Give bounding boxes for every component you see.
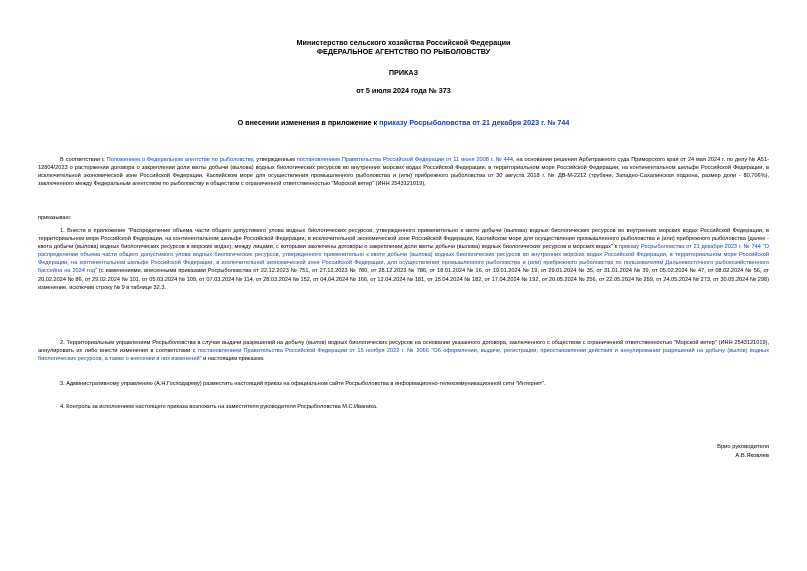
item-2-text-2: и настоящим приказом.	[201, 356, 265, 363]
item-1-text-2: (с изменениями, внесенными приказами Росрыболовства от 22.12.2023 № 751, от 27.12.2023 № 780, от 28.12.2023 № 786, от 18.01.2024 № 16, от 19.01.2024 № 19, от 29.01.2024 № 35, от 31.01.2024 № 39, от 05.02.2024 № 47, от 08.02.2024 № 56, от 20.02.2024 № 86, от 29.02.2024 № 101, от 05.03.2024 № 109, от 07.03.2024 № 114, от 28.03.2024 № 152, от 04.04.2024 № 166, от 12.04.2024 № 181, от 15.04.2024 № 182, от 17.04.2024 № 192, от 20.05.2024 № 256, от 22.05.2024 № 259, от 24.05.2024 № 273, от 30.05.2024 № 298) изменение, исключив строку № 9 в таблице 32.3.	[38, 268, 769, 291]
item-1-paragraph	[38, 227, 769, 292]
document-date-number: от 5 июля 2024 года № 373	[356, 86, 451, 95]
title-order-link[interactable]: приказу Росрыболовства от 21 декабря 2023 г. № 744	[379, 118, 570, 127]
item-4-paragraph: 4. Контроль за исполнением настоящего приказа возложить на заместителя руководителя Росрыболовства М.С.Иваника.	[60, 404, 378, 410]
preamble-text-3: , на основании решения Арбитражного суда Приморского края от 24 мая 2024 г. по делу № А51-12804/2023 о расторжении договора о закреплении доли квоты добычи (вылова) водных биологических ресурсов во внутренних морских водах Российской Федерации, в территориальном море Российской Федерации, на континентальном шельфе Российской Федерации, в исключительной экономической зоне Российской Федерации, Каспийском море для осуществления промышленного рыболовства и (или) прибрежного рыболовства от 30 августа 2018 г. № ДВ-М-2212 (трубачи, Западно-Сахалинская подзона, размер доли - 80,706%), заключенного между Федеральным агентством по рыболовству и обществом с ограниченной ответственностью "Морской ветер" (ИНН 2543121019),	[38, 157, 769, 188]
preamble-text-1: В соответствии с	[60, 157, 107, 163]
document-title	[0, 118, 807, 127]
signature-name: А.В.Яковлев	[735, 453, 769, 459]
item-3-paragraph: 3. Административному управлению (А.Н.Господареву) разместить настоящий приказ на официальном сайте Росрыболовства в информационно-телекоммуникационной сети "Интернет".	[60, 381, 546, 387]
title-prefix: О внесении изменения в приложение к	[237, 118, 380, 127]
government-decree-link[interactable]: постановлением Правительства Российской Федерации от 11 июня 2008 г. № 444	[296, 157, 514, 163]
preamble-paragraph	[38, 156, 769, 188]
regulation-link[interactable]: Положением о Федеральном агентстве по рыболовству	[106, 157, 253, 163]
orders-label: приказываю:	[38, 215, 72, 221]
item-2-decree-link[interactable]: постановлением Правительства Российской Федерации от 15 ноября 2022 г. № 2066 "Об оформлении, выдаче, регистрации, приостановлении действия и аннулировании разрешений на добычу (вылов) водных биологических ресурсов, а также о внесении в них изменений"	[38, 348, 769, 363]
agency-name: ФЕДЕРАЛЬНОЕ АГЕНТСТВО ПО РЫБОЛОВСТВУ	[316, 47, 491, 56]
preamble-text-2: , утвержденным	[252, 157, 297, 163]
ministry-name: Министерство сельского хозяйства Российской Федерации	[296, 38, 511, 47]
item-1-text-1: 1. Внести в приложение "Распределение объема части общего допустимого улова водных биологических ресурсов, утвержденного применительно к квоте добычи (вылова) водных биологических ресурсов во внутренних морских водах Российской Федерации, в территориальном море Российской Федерации, на континентальном шельфе Российской Федерации, в исключительной экономической зоне Российской Федерации, Каспийском море для осуществления промышленного рыболовства и (или) прибрежного рыболовства (далее - квота добычи (вылова) водных биологических ресурсов в морских водах), между лицами, с которыми заключены договоры о закреплении доли квоты добычи (вылова) водных биологических ресурсов в морских водах" к	[38, 228, 769, 251]
item-1-order-link[interactable]: приказу Росрыболовства от 21 декабря 2023 г. № 744 "О распределении объема части общего допустимого улова водных биологических ресурсов, утвержденного применительно к квоте добычи (вылова) водных биологических ресурсов во внутренних морских водах Российской Федерации, в территориальном море Российской Федерации, на континентальном шельфе Российской Федерации, в исключительной экономической зоне Российской Федерации, для осуществления промышленного рыболовства и (или) прибрежного рыболовства по пользователям Дальневосточного рыбохозяйственного бассейна на 2024 год"	[38, 244, 770, 275]
item-2-text-1: 2. Территориальным управлениям Росрыболовства в случае выдачи разрешений на добычу (вылов) водных биологических ресурсов на основании указанного договора, заключенного с обществом с ограниченной ответственностью "Морской ветер" (ИНН 2543121019), аннулировать их либо внести изменения в соответствии с	[38, 340, 769, 355]
document-type: ПРИКАЗ	[388, 68, 419, 77]
item-2-paragraph	[38, 339, 769, 363]
signature-position: Врио руководителя	[717, 444, 769, 450]
